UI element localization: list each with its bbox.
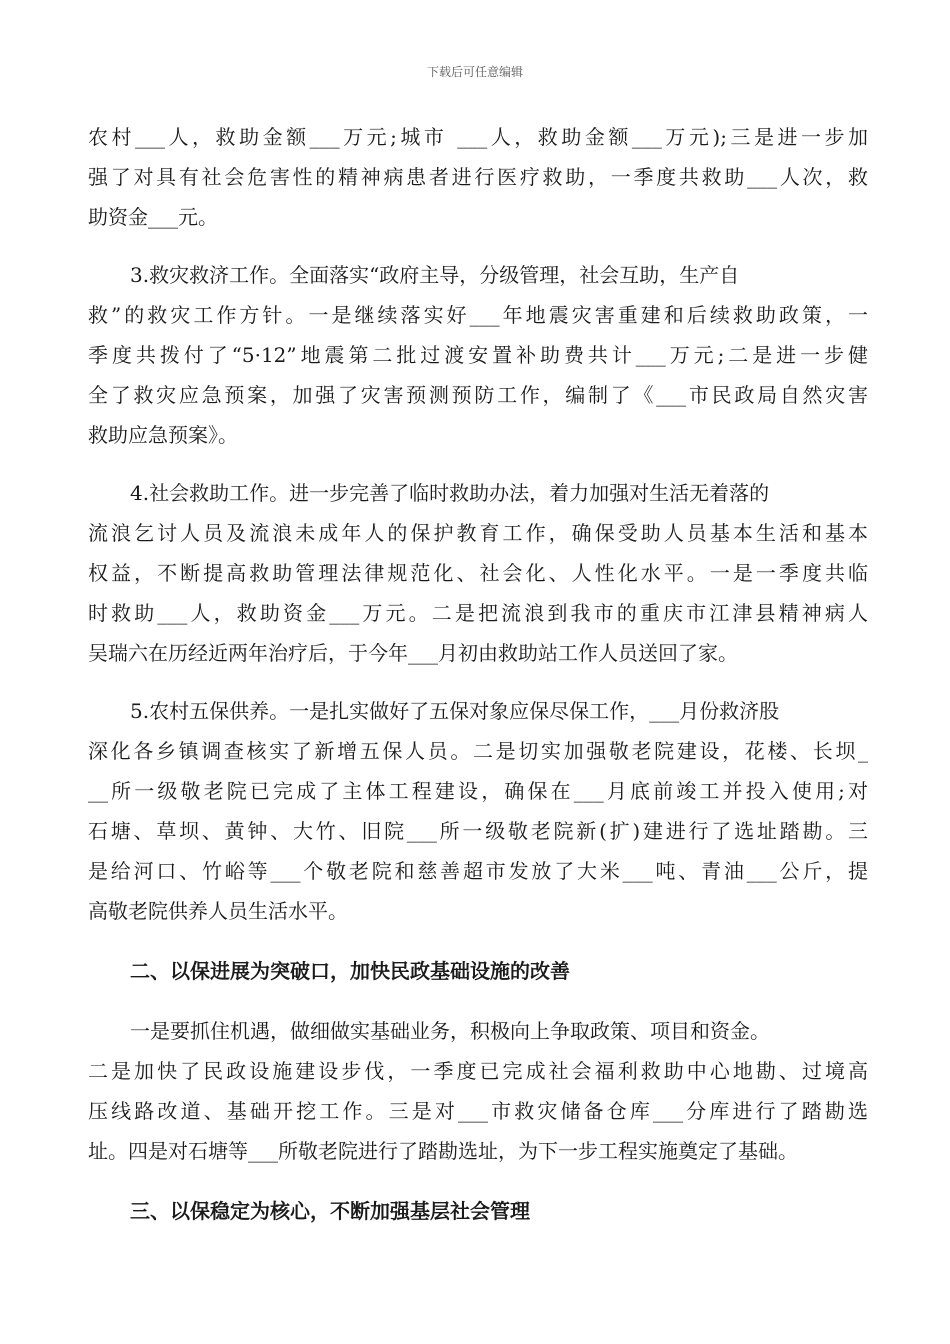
paragraph-social-assistance xyxy=(88,473,868,673)
text-line: 址。四是对石塘等___所敬老院进行了踏勘选址，为下一步工程实施奠定了基础。 xyxy=(88,1139,798,1163)
paragraph-gap xyxy=(88,993,868,1011)
text-line: 流浪乞讨人员及流浪未成年人的保护教育工作，确保受助人员基本生活和基本 xyxy=(88,521,868,545)
text-line: 高敬老院供养人员生活水平。 xyxy=(88,899,348,923)
text-line: 救助应急预案》。 xyxy=(88,423,238,447)
text-line: 助资金___元。 xyxy=(88,205,218,229)
paragraph-gap xyxy=(88,931,868,949)
page-header: 下载后可任意编辑 xyxy=(426,65,523,79)
text-line: 季度共拨付了“5·12”地震第二批过渡安置补助费共计___万元;二是进一步健 xyxy=(88,343,868,367)
text-line: 强了对具有社会危害性的精神病患者进行医疗救助，一季度共救助___人次，救 xyxy=(88,165,868,189)
text-line: 3.救灾救济工作。全面落实“政府主导，分级管理，社会互助，生产自 xyxy=(130,263,740,287)
paragraph-rural-five-guarantees xyxy=(88,691,868,931)
text-line: 权益，不断提高救助管理法律规范化、社会化、人性化水平。一是一季度共临 xyxy=(88,561,868,585)
paragraph-medical-aid xyxy=(88,117,868,237)
paragraph-gap xyxy=(88,673,868,691)
text-line: 4.社会救助工作。进一步完善了临时救助办法，着力加强对生活无着落的 xyxy=(130,481,770,505)
text-line: 深化各乡镇调查核实了新增五保人员。二是切实加强敬老院建设，花楼、长坝_ xyxy=(88,739,868,763)
text-line: 是给河口、竹峪等___个敬老院和慈善超市发放了大米___吨、青油___公斤，提 xyxy=(88,859,868,883)
text-line: 农村___人，救助金额___万元;城市 ___人，救助金额___万元);三是进一步加 xyxy=(88,125,868,149)
paragraph-gap xyxy=(88,1171,868,1189)
paragraph-gap xyxy=(88,455,868,473)
document-body xyxy=(88,117,868,1233)
text-line: 一是要抓住机遇，做细做实基础业务，积极向上争取政策、项目和资金。 xyxy=(130,1019,770,1043)
text-line: 二是加快了民政设施建设步伐，一季度已完成社会福利救助中心地勘、过境高 xyxy=(88,1059,868,1083)
text-line: 时救助___人，救助资金___万元。二是把流浪到我市的重庆市江津县精神病人 xyxy=(88,601,868,625)
section-heading: 三、以保稳定为核心，不断加强基层社会管理 xyxy=(130,1199,530,1223)
text-line: 石塘、草坝、黄钟、大竹、旧院___所一级敬老院新(扩)建进行了选址踏勘。三 xyxy=(88,819,868,843)
paragraph-infrastructure xyxy=(88,1011,868,1171)
text-line: 救”的救灾工作方针。一是继续落实好___年地震灾害重建和后续救助政策，一 xyxy=(88,303,868,327)
text-line: 5.农村五保供养。一是扎实做好了五保对象应保尽保工作，___月份救济股 xyxy=(130,699,780,723)
paragraph-disaster-relief xyxy=(88,255,868,455)
paragraph-gap xyxy=(88,237,868,255)
text-line: 全了救灾应急预案，加强了灾害预测预防工作，编制了《___市民政局自然灾害 xyxy=(88,383,868,407)
text-line: 压线路改道、基础开挖工作。三是对___市救灾储备仓库___分库进行了踏勘选 xyxy=(88,1099,868,1123)
text-line: 吴瑞六在历经近两年治疗后，于今年___月初由救助站工作人员送回了家。 xyxy=(88,641,738,665)
text-line: __所一级敬老院已完成了主体工程建设，确保在___月底前竣工并投入使用;对 xyxy=(88,779,868,803)
section-heading: 二、以保进展为突破口，加快民政基础设施的改善 xyxy=(130,959,570,983)
